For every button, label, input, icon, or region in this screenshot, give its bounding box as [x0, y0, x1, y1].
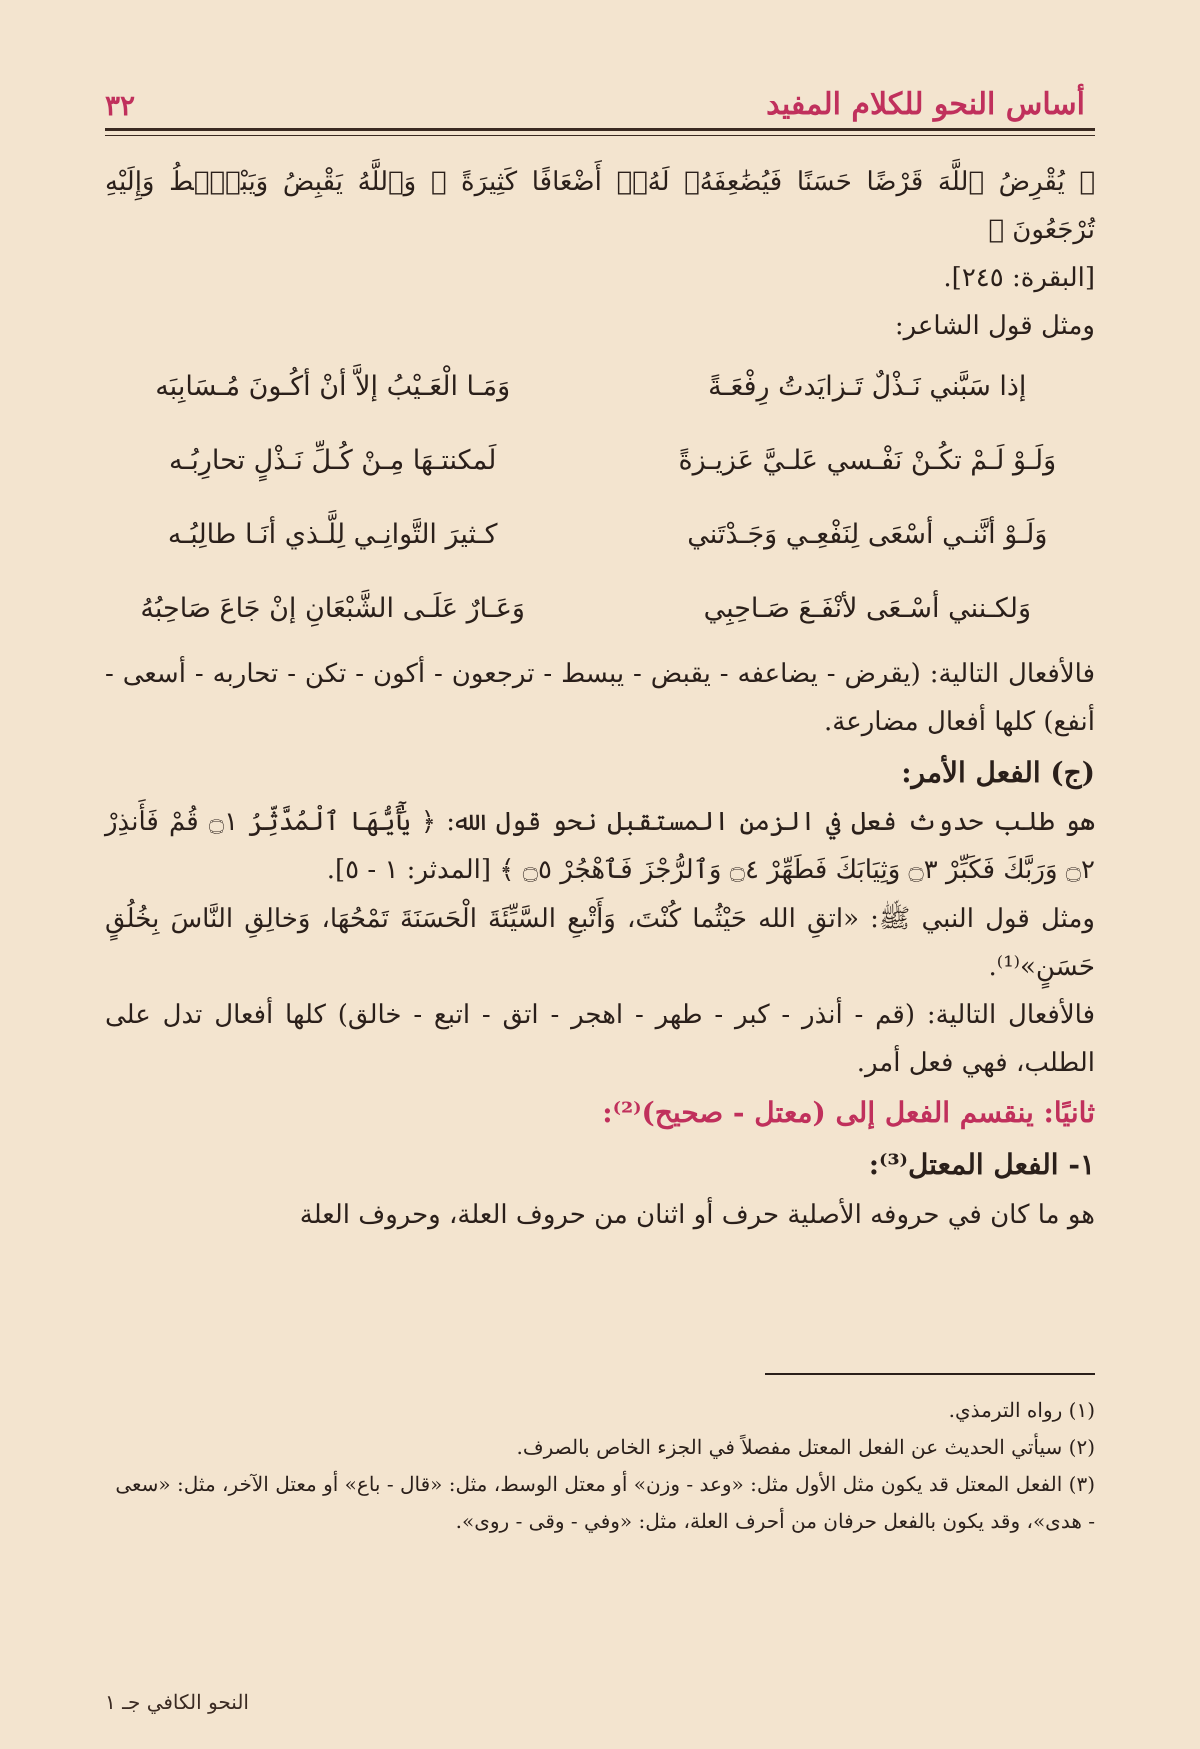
page-footer: النحو الكافي جـ ١ — [105, 1690, 249, 1714]
footnote-separator — [765, 1373, 1095, 1375]
poem-verse — [105, 424, 1095, 498]
mutal-definition: هو ما كان في حروفه الأصلية حرف أو اثنان من حروف العلة، وحروف العلة — [299, 1199, 1095, 1230]
footnotes — [105, 1392, 1095, 1540]
mudari-summary: فالأفعال التالية: (يقرض - يضاعفه - يقبض - يبسط - ترجعون - أكون - تكن - تحاربه - أسعى - أنفع) كلها أفعال مضارعة. — [105, 659, 1095, 738]
hemistich-left: لَمكنتـهَا مِـنْ كُـلِّ نَـذْلٍ تحارِبُـه — [168, 445, 497, 477]
header-rule-thin — [105, 135, 1095, 136]
section-heading: ثانيًا: ينقسم الفعل إلى (معتل - صحيح)⁽²⁾: — [602, 1095, 1095, 1129]
hemistich-left: وَعَـارٌ عَلَـى الشَّبْعَانِ إنْ جَاعَ صَاحِبُهُ — [140, 593, 525, 625]
mutal-heading: ١- الفعل المعتل⁽³⁾: — [868, 1147, 1095, 1181]
poem-verse — [105, 350, 1095, 424]
amr-definition: هو طلب حدوث فعل في الزمن المستقبل نحو قول الله: ﴿ يَٰٓأَيُّهَا ٱلْمُدَّثِّرُ ۝١ قُمْ فَأَنذِرْ ۝٢ وَرَبَّكَ فَكَبِّرْ ۝٣ وَثِيَابَكَ فَطَهِّرْ ۝٤ وَٱلرُّجْزَ فَٱهْجُرْ ۝٥ ﴾ [المدثر: ١ - ٥]. — [105, 807, 1095, 886]
header-rule — [105, 128, 1095, 131]
hemistich-right: وَلكـنني أسْـعَى لأنْفَـعَ صَـاحِبِي — [703, 593, 1032, 625]
running-title: أساس النحو للكلام المفيد — [766, 87, 1085, 122]
hemistich-right: إذا سَبَّني نَـذْلٌ تَـزايَدتُ رِفْعَـةً — [708, 371, 1027, 403]
amr-heading: (ج) الفعل الأمر: — [901, 755, 1095, 789]
amr-summary: فالأفعال التالية: (قم - أنذر - كبر - طهر - اهجر - اتق - اتبع - خالق) كلها أفعال تدل على الطلب، فهي فعل أمر. — [105, 999, 1095, 1078]
footnote-1: (١) رواه الترمذي. — [948, 1398, 1095, 1422]
main-content — [105, 158, 1095, 1239]
poem — [105, 350, 1095, 646]
hemistich-right: وَلَـوْ أنَّنـي أسْعَى لِنَفْعِـي وَجَـدْتَني — [687, 519, 1048, 551]
footnote-3: (٣) الفعل المعتل قد يكون مثل الأول مثل: «وعد - وزن» أو معتل الوسط، مثل: «قال - باع» أو معتل الآخر، مثل: «سعى - هدى»، وقد يكون بالفعل حرفان من أحرف العلة، مثل: «وفي - وقى - روى». — [115, 1472, 1095, 1533]
poem-verse — [105, 498, 1095, 572]
page-header — [105, 78, 1085, 122]
page-number: ٣٢ — [105, 89, 136, 122]
hemistich-right: وَلَـوْ لَـمْ تكُـنْ نَفْـسي عَلـيَّ عَزيـزةً — [678, 445, 1057, 477]
hadith-example: ومثل قول النبي ﷺ: «اتقِ الله حَيْثُما كُنْتَ، وَأَتْبعِ السَّيِّئَةَ الْحَسَنَةَ تَمْحُهَا، وَخالِقِ النَّاسَ بِخُلُقٍ حَسَنٍ»⁽¹⁾. — [105, 903, 1095, 982]
poet-intro: ومثل قول الشاعر: — [894, 311, 1095, 342]
footnote-2: (٢) سيأتي الحديث عن الفعل المعتل مفصلاً في الجزء الخاص بالصرف. — [516, 1435, 1095, 1459]
hemistich-left: وَمَـا الْعَـيْبُ إلاَّ أنْ أكُـونَ مُـسَابِبَه — [155, 371, 511, 403]
hemistich-left: كـثيرَ التَّوانِـي لِلَّـذي أنَـا طالِبُـه — [167, 519, 498, 551]
quran-verse: ﴿ يُقْرِضُ ٱللَّهَ قَرْضًا حَسَنًا فَيُضَٰعِفَهُۥ لَهُۥٓ أَضْعَافًا كَثِيرَةً ۚ وَٱللَّهُ يَقْبِضُ وَيَبْصُۜطُ وَإِلَيْهِ تُرْجَعُونَ ﴾ — [105, 167, 1095, 246]
quran-reference: [البقرة: ٢٤٥]. — [943, 263, 1095, 294]
poem-verse — [105, 572, 1095, 646]
